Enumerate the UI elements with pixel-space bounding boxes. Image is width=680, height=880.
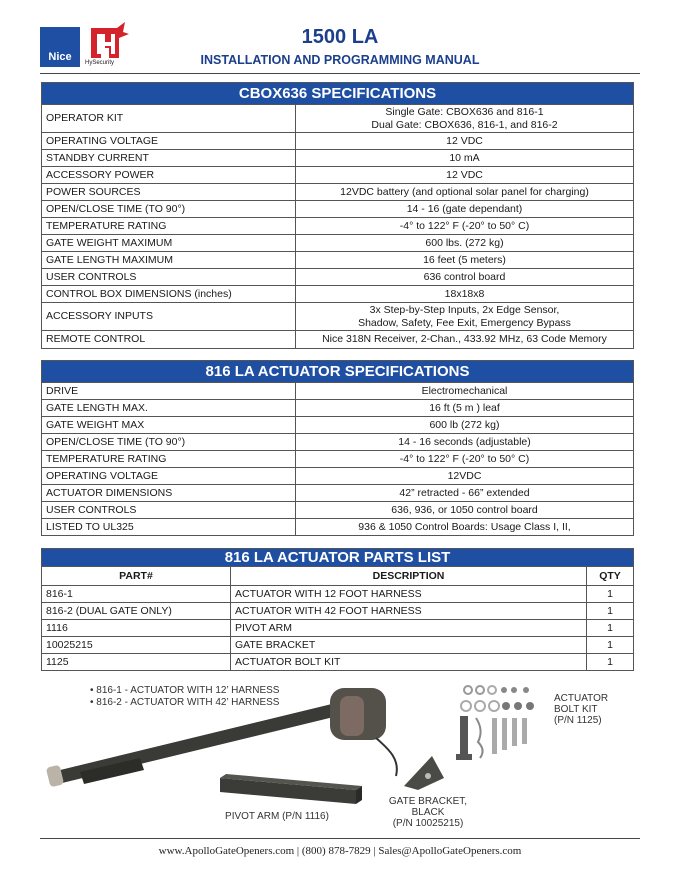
spec-label: GATE LENGTH MAXIMUM	[42, 252, 296, 269]
table-row	[42, 150, 634, 167]
footer-contact	[0, 845, 680, 857]
actuator-image	[46, 688, 397, 787]
spec-label: USER CONTROLS	[42, 502, 296, 519]
part-number: 816-1	[42, 586, 231, 603]
bullet-item: • 816-2 - ACTUATOR WITH 42’ HARNESS	[90, 697, 280, 708]
phone-number[interactable]: (800) 878-7829	[301, 845, 371, 857]
spec-label: OPEN/CLOSE TIME (TO 90°)	[42, 434, 296, 451]
spec-value: 18x18x8	[296, 286, 634, 303]
actuator-spec-table	[41, 360, 634, 536]
part-qty: 1	[587, 620, 634, 637]
table-row	[42, 105, 634, 133]
table-row	[42, 434, 634, 451]
spec-value: 14 - 16 (gate dependant)	[296, 201, 634, 218]
table-row	[42, 303, 634, 331]
table-row	[42, 485, 634, 502]
spec-value: 600 lb (272 kg)	[296, 417, 634, 434]
spec-label: GATE LENGTH MAX.	[42, 400, 296, 417]
spec-value: 600 lbs. (272 kg)	[296, 235, 634, 252]
table-row	[42, 654, 634, 671]
gate-bracket-caption: GATE BRACKET, BLACK (P/N 10025215)	[388, 796, 468, 829]
table-row	[42, 235, 634, 252]
spec-label: GATE WEIGHT MAX	[42, 417, 296, 434]
pivot-arm-image	[220, 774, 362, 804]
spec-value: 12 VDC	[296, 167, 634, 184]
spec-label: OPERATING VOLTAGE	[42, 133, 296, 150]
hysecurity-wordmark: HySecurity	[85, 60, 115, 66]
spec-label: OPERATING VOLTAGE	[42, 468, 296, 485]
website-link[interactable]: www.ApolloGateOpeners.com	[158, 845, 295, 857]
part-qty: 1	[587, 603, 634, 620]
column-header-description: DESCRIPTION	[231, 567, 587, 586]
table-row	[42, 269, 634, 286]
part-number: 10025215	[42, 637, 231, 654]
parts-list-heading: 816 LA ACTUATOR PARTS LIST	[42, 549, 634, 567]
spec-value: Single Gate: CBOX636 and 816-1 Dual Gate: CBOX636, 816-1, and 816-2	[296, 105, 634, 133]
bolt-kit-image	[456, 686, 534, 760]
part-number: 1125	[42, 654, 231, 671]
spec-value: 42” retracted - 66” extended	[296, 485, 634, 502]
spec-value: 636, 936, or 1050 control board	[296, 502, 634, 519]
page-subtitle: INSTALLATION AND PROGRAMMING MANUAL	[200, 53, 480, 67]
table-row	[42, 603, 634, 620]
table-row	[42, 252, 634, 269]
table-row	[42, 400, 634, 417]
part-description: ACTUATOR WITH 42 FOOT HARNESS	[231, 603, 587, 620]
page-title: 1500 LA	[301, 26, 379, 48]
table-row	[42, 519, 634, 536]
pivot-arm-caption: PIVOT ARM (P/N 1116)	[225, 811, 329, 822]
spec-label: ACCESSORY POWER	[42, 167, 296, 184]
spec-label: GATE WEIGHT MAXIMUM	[42, 235, 296, 252]
email-link[interactable]: Sales@ApolloGateOpeners.com	[378, 845, 522, 857]
spec-value: 16 feet (5 meters)	[296, 252, 634, 269]
part-description: PIVOT ARM	[231, 620, 587, 637]
spec-label: CONTROL BOX DIMENSIONS (inches)	[42, 286, 296, 303]
spec-value: 12 VDC	[296, 133, 634, 150]
table-row	[42, 637, 634, 654]
spec-value: -4° to 122° F (-20° to 50° C)	[296, 218, 634, 235]
spec-value: 12VDC	[296, 468, 634, 485]
spec-value: 936 & 1050 Control Boards: Usage Class I, II,	[296, 519, 634, 536]
bolt-kit-caption: ACTUATOR BOLT KIT (P/N 1125)	[554, 693, 609, 726]
spec-label: STANDBY CURRENT	[42, 150, 296, 167]
spec-label: OPERATOR KIT	[42, 105, 296, 133]
table-row	[42, 286, 634, 303]
table-row	[42, 620, 634, 637]
part-description: ACTUATOR BOLT KIT	[231, 654, 587, 671]
part-qty: 1	[587, 637, 634, 654]
spec-label: ACTUATOR DIMENSIONS	[42, 485, 296, 502]
part-number: 816-2 (DUAL GATE ONLY)	[42, 603, 231, 620]
column-header-part: PART#	[42, 567, 231, 586]
table-row	[42, 331, 634, 349]
table-row	[42, 451, 634, 468]
table-row	[42, 468, 634, 485]
column-header-qty: QTY	[587, 567, 634, 586]
spec-value: 16 ft (5 m ) leaf	[296, 400, 634, 417]
table-row	[42, 586, 634, 603]
actuator-spec-heading: 816 LA ACTUATOR SPECIFICATIONS	[42, 361, 634, 383]
spec-label: TEMPERATURE RATING	[42, 218, 296, 235]
spec-value: 636 control board	[296, 269, 634, 286]
spec-value: 10 mA	[296, 150, 634, 167]
part-description: ACTUATOR WITH 12 FOOT HARNESS	[231, 586, 587, 603]
spec-label: POWER SOURCES	[42, 184, 296, 201]
table-row	[42, 184, 634, 201]
part-qty: 1	[587, 586, 634, 603]
spec-value: 12VDC battery (and optional solar panel for charging)	[296, 184, 634, 201]
spec-label: DRIVE	[42, 383, 296, 400]
spec-label: ACCESSORY INPUTS	[42, 303, 296, 331]
part-qty: 1	[587, 654, 634, 671]
footer-separator: |	[373, 845, 376, 857]
spec-label: TEMPERATURE RATING	[42, 451, 296, 468]
table-row	[42, 133, 634, 150]
cbox-spec-heading: CBOX636 SPECIFICATIONS	[42, 83, 634, 105]
table-row	[42, 502, 634, 519]
spec-label: LISTED TO UL325	[42, 519, 296, 536]
table-row	[42, 383, 634, 400]
cbox-spec-table	[41, 82, 634, 349]
table-row	[42, 417, 634, 434]
spec-value: -4° to 122° F (-20° to 50° C)	[296, 451, 634, 468]
spec-label: OPEN/CLOSE TIME (TO 90°)	[42, 201, 296, 218]
table-row	[42, 218, 634, 235]
header-divider	[40, 73, 640, 74]
nice-logo: Nice	[40, 27, 80, 67]
spec-value: 14 - 16 seconds (adjustable)	[296, 434, 634, 451]
parts-header-row	[42, 567, 634, 586]
spec-value: 3x Step-by-Step Inputs, 2x Edge Sensor, Shadow, Safety, Fee Exit, Emergency Bypass	[296, 303, 634, 331]
footer-divider	[40, 838, 640, 839]
part-description: GATE BRACKET	[231, 637, 587, 654]
bullet-item: • 816-1 - ACTUATOR WITH 12’ HARNESS	[90, 685, 280, 696]
spec-label: USER CONTROLS	[42, 269, 296, 286]
table-row	[42, 201, 634, 218]
table-row	[42, 167, 634, 184]
footer-separator: |	[296, 845, 300, 857]
gate-bracket-image	[404, 756, 444, 790]
spec-value: Electromechanical	[296, 383, 634, 400]
spec-label: REMOTE CONTROL	[42, 331, 296, 349]
spec-value: Nice 318N Receiver, 2-Chan., 433.92 MHz, 63 Code Memory	[296, 331, 634, 349]
parts-list-table	[41, 548, 634, 671]
part-number: 1116	[42, 620, 231, 637]
